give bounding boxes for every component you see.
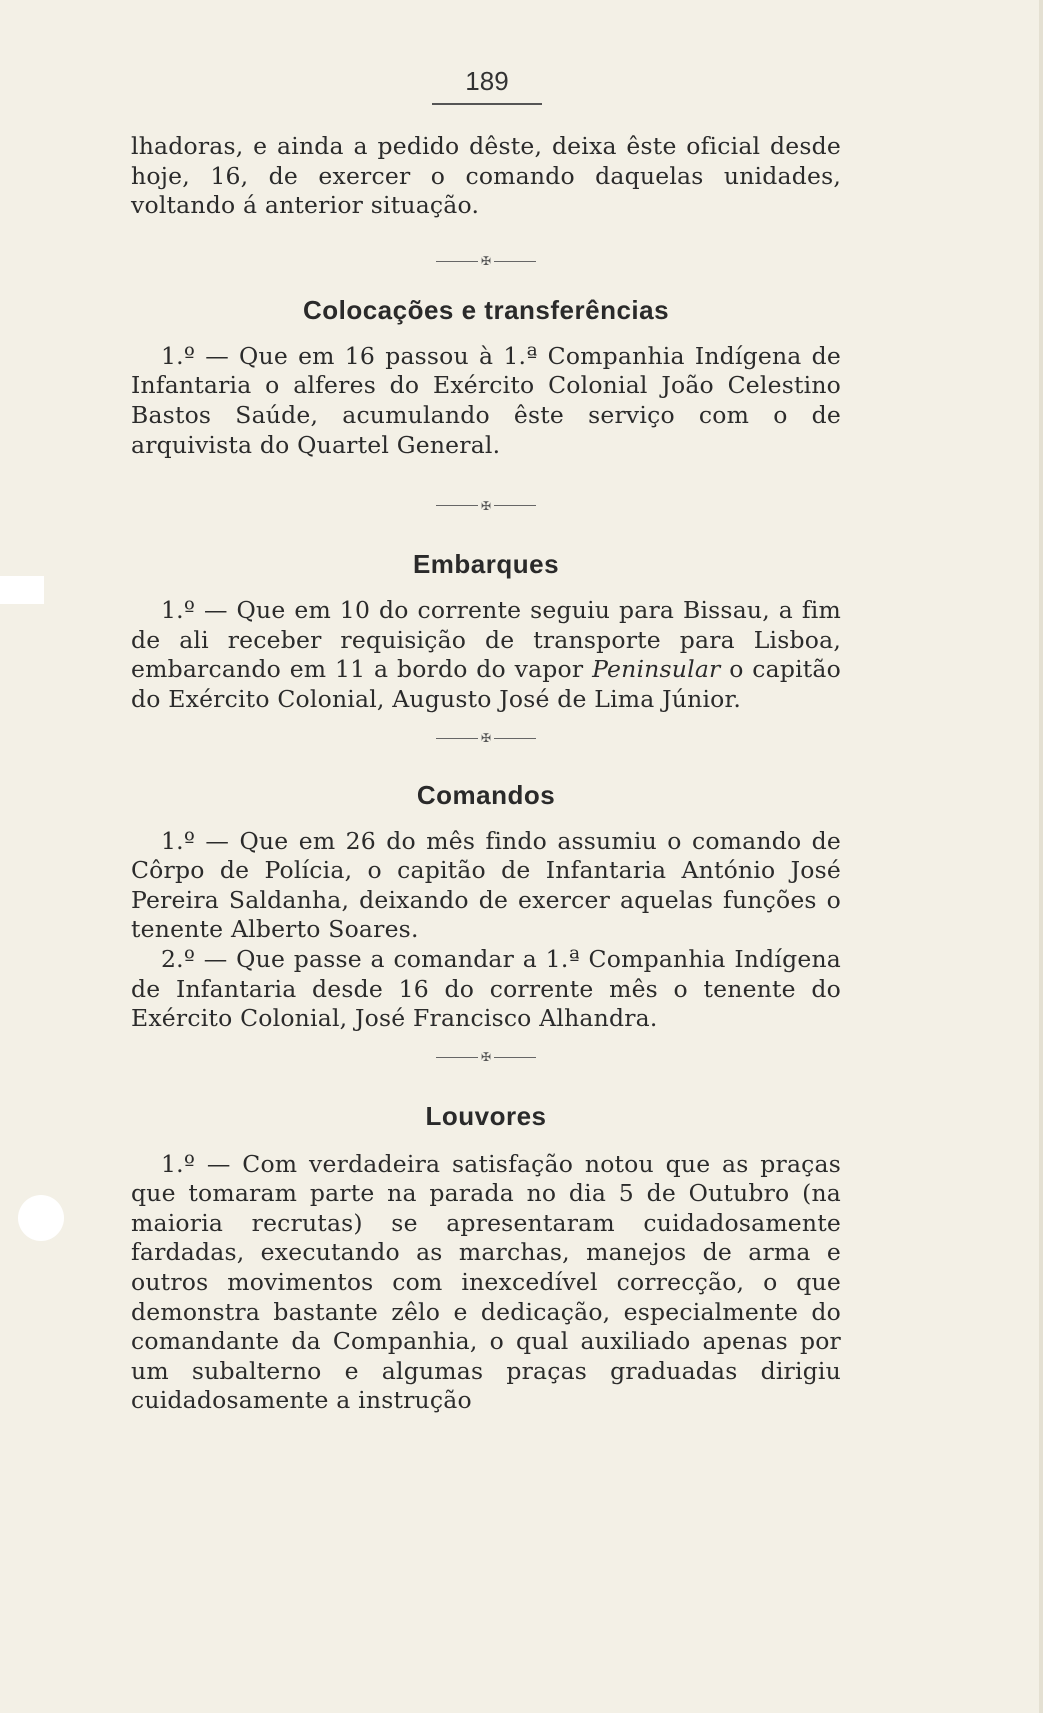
divider-knot-icon: ✠ <box>480 1050 492 1065</box>
page-body <box>131 132 841 1416</box>
divider-knot-icon: ✠ <box>480 498 492 513</box>
punch-hole <box>18 1195 64 1241</box>
embarques-text-start: 1.º — Que em 10 do corrente seguiu para Bissau, a fim de ali receber requisição de transporte para Lisboa, embarcando em 11 a bordo do vapor <box>131 596 841 684</box>
embarques-item-1 <box>131 596 841 714</box>
comandos-item-2: 2.º — Que passe a comandar a 1.ª Companhia Indígena de Infantaria desde 16 do corrente mês o tenente do Exército Colonial, José Francisco Alhandra. <box>131 944 841 1033</box>
louvores-item-1: 1.º — Com verdadeira satisfação notou que as praças que tomaram parte na parada no dia 5 de Outubro (na maioria recrutas) se apresentaram cuidadosamente fardadas, executando as marchas, manejos de arma e outros movimentos com inexcedível correcção, o que demonstra bastante zêlo e dedicação, especialmente do comandante da Companhia, o qual auxiliado apenas por um subalterno e algumas praças graduadas dirigiu cuidadosamente a instrução <box>131 1149 841 1415</box>
page-number: 189 <box>465 66 509 96</box>
section-divider <box>131 498 841 513</box>
page-header <box>432 66 542 105</box>
section-divider <box>131 1050 841 1065</box>
intro-paragraph: lhadoras, e ainda a pedido dêste, deixa êste oficial desde hoje, 16, de exercer o comando daquelas unidades, voltando á anterior situação. <box>131 132 841 220</box>
comandos-item-1: 1.º — Que em 26 do mês findo assumiu o comando de Côrpo de Polícia, o capitão de Infantaria António José Pereira Saldanha, deixando de exercer aquelas funções o tenente Alberto Soares. <box>131 826 841 944</box>
section-title-louvores: Louvores <box>425 1100 547 1131</box>
page-number-rule <box>432 103 542 105</box>
divider-knot-icon: ✠ <box>480 731 492 746</box>
divider-knot-icon: ✠ <box>480 254 492 269</box>
paper-tab <box>0 576 44 604</box>
section-title-comandos: Comandos <box>416 779 556 810</box>
section-title-embarques: Embarques <box>412 549 560 580</box>
section-divider <box>131 254 841 269</box>
colocacoes-item-1: 1.º — Que em 16 passou à 1.ª Companhia Indígena de Infantaria o alferes do Exército Colonial João Celestino Bastos Saúde, acumulando êste serviço com o de arquivista do Quartel General. <box>131 341 841 459</box>
section-title-colocacoes: Colocações e transferências <box>302 294 670 325</box>
embarques-text-end: o capitão do Exército Colonial, Augusto José de Lima Júnior. <box>131 655 841 713</box>
ship-name: Peninsular <box>592 655 721 684</box>
section-divider <box>131 731 841 746</box>
